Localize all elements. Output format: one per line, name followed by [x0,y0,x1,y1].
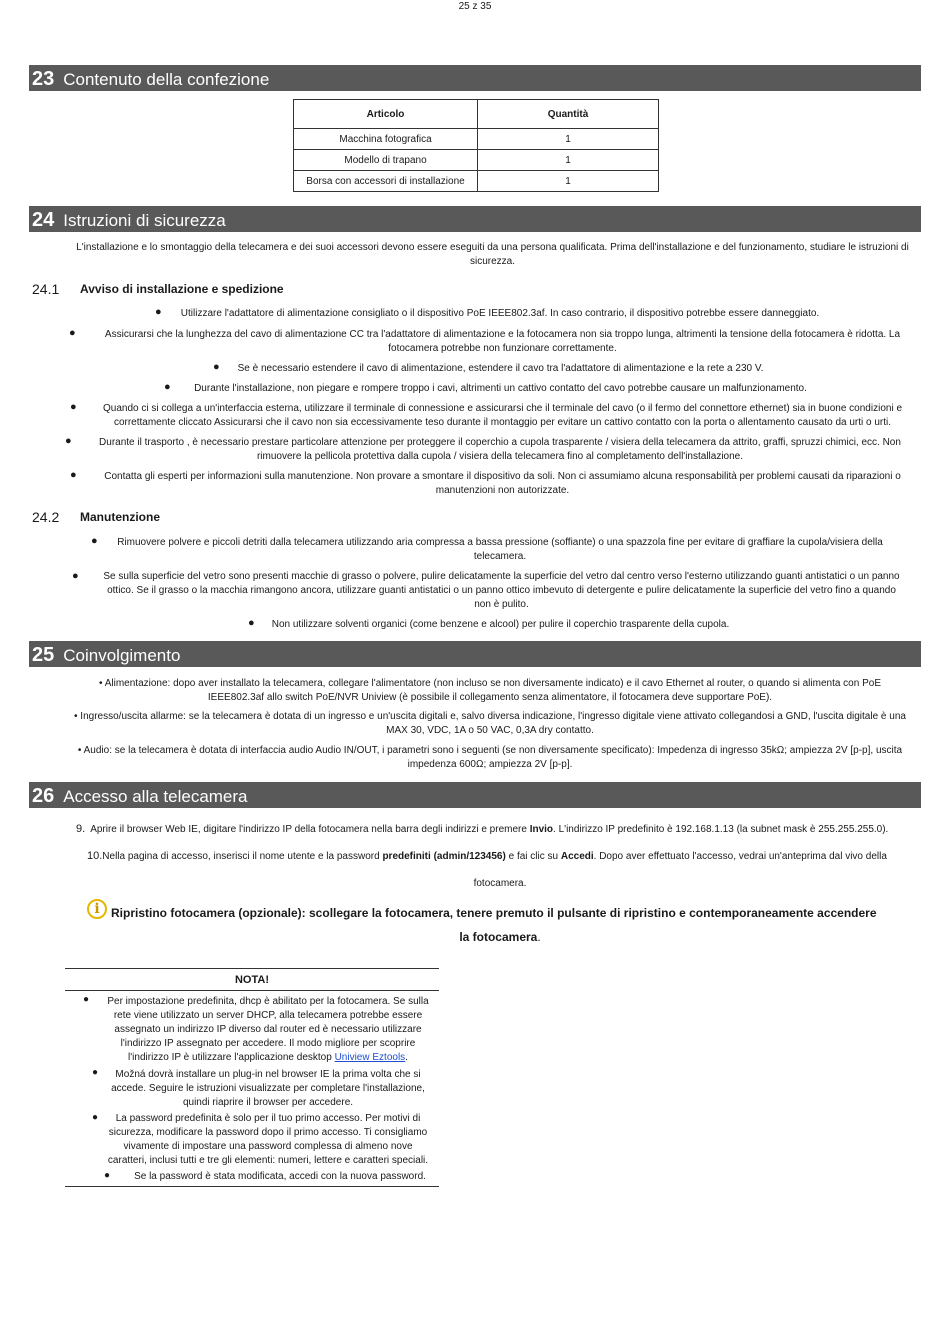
section-number: 25 [32,644,55,666]
maint-bullet-line: non è pulito. [474,599,529,610]
install-bullet-line: Assicurarsi che la lunghezza del cavo di alimentazione CC tra l'adattatore di alimentazione e la fotocamera non sia troppo lunga, altrimenti la tensione della fotocamera è ridotta. La [104,329,901,340]
note-top-rule [65,968,439,969]
bullet-dot: ● [104,1170,111,1181]
step-text: . L'indirizzo IP predefinito è 192.168.1.13 (la subnet mask è 255.255.255.0). [553,824,889,835]
bullet-dot: ● [155,306,162,318]
section-title: Istruzioni di sicurezza [63,211,226,230]
maint-bullet-line: ottico. Se il grasso o la macchia rimangono ancora, utilizzare guanti antistatici o un panno ottico imbevuto di detergente e pulire delicatamente la superficie del vetro fino a quando [107,585,896,596]
step-bold: Accedi [560,851,594,862]
connection-line: • Ingresso/uscita allarme: se la telecamera è dotata di un ingresso e un'uscita digitali e, salvo diversa indicazione, l'ingresso digitale viene attivato collegandosi a GND, l'uscita digitale è una [74,711,906,722]
bullet-dot: ● [248,617,255,629]
table-cell: 1 [478,150,659,171]
section-heading-24 [29,206,921,232]
note-title: NOTA! [234,974,269,986]
section-heading-23 [29,65,921,91]
bullet-dot: ● [70,469,77,481]
note-line: rete viene utilizzato un server DHCP, alla telecamera potrebbe essere [113,1010,423,1021]
maint-bullet-line: telecamera. [473,551,527,562]
note-title-rule [65,990,439,991]
subsection-title: Avviso di installazione e spedizione [80,282,284,296]
note-line: caratteri, inclusi tutti e tre gli elementi: numeri, lettere e caratteri speciali. [107,1155,429,1166]
connection-line: MAX 30, VDC, 1A o 50 VAC, 0,3A dry contatto. [386,725,594,736]
bullet-dot: ● [72,570,79,582]
safety-intro-line: L'installazione e lo smontaggio della telecamera e dei suoi accessori devono essere eseguiti da una persona qualificata. Prima dell'installazione e del funzionamento, studiare le istruzioni di [76,242,909,253]
info-icon: i [87,899,107,919]
bullet-dot: ● [69,327,76,339]
note-line: Se la password è stata modificata, accedi con la nuova password. [134,1171,426,1182]
table-row [294,171,659,192]
install-bullet-line: Utilizzare l'adattatore di alimentazione consigliato o il dispositivo PoE IEEE802.3af. In caso contrario, il dispositivo potrebbe essere danneggiato. [180,308,820,319]
step-bold: predefiniti (admin/123456) [382,851,506,862]
install-bullet-line: Durante l'installazione, non piegare e rompere troppo i cavi, altrimenti un cattivo contatto del cavo potrebbe causare un malfunzionamento. [194,383,807,394]
access-step-10-line2: fotocamera. [473,878,527,889]
subsection-title: Manutenzione [80,510,160,524]
note-line: accede. Seguire le istruzioni visualizzate per completare l'installazione, [111,1083,425,1094]
connection-line: impedenza 600Ω; ampiezza 2V [p-p]. [407,759,573,770]
step-bold: Invio [529,824,554,835]
page-number: 25 z 35 [458,1,492,12]
table-row [294,150,659,171]
maint-bullet-line: Se sulla superficie del vetro sono presenti macchie di grasso o polvere, pulire delicatamente la superficie del vetro dal centro verso l'esterno utilizzando guanti antistatici o un panno [103,571,900,582]
note-bottom-rule [65,1186,439,1187]
section-number: 24 [32,209,55,231]
section-number: 23 [32,68,55,90]
section-heading-26 [29,782,921,808]
install-bullet-line: correttamente cliccato Assicurarsi che il cavo non sia eccessivamente teso durante il montaggio per evitare un cattivo contatto con la porta o allentamento causato da urti o urti. [113,417,892,428]
bullet-dot: ● [91,535,98,547]
note-line [88,1051,448,1065]
reset-note-line1: Ripristino fotocamera (opzionale): scollegare la fotocamera, tenere premuto il pulsante di ripristino e contemporaneamente accendere [111,906,877,920]
subsection-number: 24.1 [32,281,60,297]
table-cell: Macchina fotografica [294,129,478,150]
step-number: 10. [87,850,103,862]
note-line: quindi riaprire il browser per accedere. [182,1097,354,1108]
table-row [294,129,659,150]
table-cell: Modello di trapano [294,150,478,171]
reset-note-period: . [537,930,541,944]
bullet-dot: ● [164,381,171,393]
section-title: Contenuto della confezione [63,70,270,89]
step-text: Nella pagina di accesso, inserisci il nome utente e la password [102,851,383,862]
step-text: . Dopo aver effettuato l'accesso, vedrai un'anteprima dal vivo della [593,851,887,862]
access-step-10 [87,850,887,862]
table-header: Articolo [294,100,478,129]
subsection-number: 24.2 [32,509,60,525]
note-line: vivamente di impostare una password complessa di almeno nove [123,1141,413,1152]
install-bullet-line: Quando ci si collega a un'interfaccia esterna, utilizzare il terminale di connessione e assicurarsi che il terminale del cavo (o il fermo del connettore ethernet) sia in buone condizioni e [103,403,902,414]
step-number: 9. [76,823,86,835]
table-header: Quantità [478,100,659,129]
note-text: l'indirizzo IP è utilizzare l'applicazione desktop [128,1052,335,1063]
section-title: Accesso alla telecamera [63,787,248,806]
uniview-eztools-link[interactable]: Uniview Eztools [334,1052,406,1063]
connection-line: IEEE802.3af allo switch PoE/NVR Uniview (è possibile il collegamento senza alimentatore, il fotocamera deve supportare PoE). [207,692,773,703]
bullet-dot: ● [92,1112,99,1123]
step-text: e fai clic su [505,851,561,862]
bullet-dot: ● [83,994,90,1005]
bullet-dot: ● [70,401,77,413]
section-number: 26 [32,785,55,807]
connection-line: • Audio: se la telecamera è dotata di interfaccia audio Audio IN/OUT, i parametri sono i seguenti (se non diversamente specificato): Impedenza di ingresso 35kΩ; ampiezza 2V [p-p], uscita [77,745,903,756]
maint-bullet-line: Non utilizzare solventi organici (come benzene e alcool) per pulire il coperchio trasparente della cupola. [271,619,730,630]
install-bullet-line: manutenzioni non autorizzate. [435,485,570,496]
reset-note-bold: la fotocamera [459,930,538,944]
table-cell: 1 [478,129,659,150]
note-line: La password predefinita è solo per il tuo primo accesso. Per motivi di [115,1113,421,1124]
package-contents-table [293,99,659,192]
install-bullet-line: fotocamera potrebbe non funzionare correttamente. [388,343,617,354]
access-step-9 [76,823,888,835]
note-line: Per impostazione predefinita, dhcp è abilitato per la fotocamera. Se sulla [107,996,429,1007]
note-text: . [405,1052,408,1063]
bullet-dot: ● [213,361,220,373]
note-line: sicurezza, modificare la password dopo il primo accesso. Ti consigliamo [108,1127,428,1138]
table-cell: 1 [478,171,659,192]
connection-line: • Alimentazione: dopo aver installato la telecamera, collegare l'alimentatore (non incluso se non diversamente indicato) e il cavo Ethernet al router, o quando si alimenta con PoE [99,678,881,689]
reset-note-line2 [0,930,950,944]
safety-intro-line: sicurezza. [469,256,515,267]
note-line: Možná dovrà installare un plug-in nel browser IE la prima volta che si [115,1069,421,1080]
table-cell: Borsa con accessori di installazione [294,171,478,192]
note-line: assegnato un indirizzo IP diverso dal router ed è necessario utilizzare [114,1024,422,1035]
maint-bullet-line: Rimuovere polvere e piccoli detriti dalla telecamera utilizzando aria compressa a bassa pressione (soffiante) o una spazzola fine per evitare di graffiare la cupola/visiera della [117,537,883,548]
install-bullet-line: rimuovere la pellicola protettiva dalla cupola / visiera della telecamera fino al completamento dell'installazione. [256,451,744,462]
bullet-dot: ● [92,1067,99,1078]
bullet-dot: ● [65,435,72,447]
install-bullet-line: Se è necessario estendere il cavo di alimentazione, estendere il cavo tra l'adattatore di alimentazione e la rete a 230 V. [237,363,764,374]
install-bullet-line: Durante il trasporto , è necessario prestare particolare attenzione per proteggere il coperchio a cupola trasparente / visiera della telecamera da attrito, graffi, spruzzi chimici, ecc. Non [99,437,901,448]
note-line: l'indirizzo IP assegnato per accedere. Il modo migliore per scoprire [120,1038,416,1049]
step-text: Aprire il browser Web IE, digitare l'indirizzo IP della fotocamera nella barra degli indirizzi e premere [90,824,530,835]
section-heading-25 [29,641,921,667]
install-bullet-line: Contatta gli esperti per informazioni sulla manutenzione. Non provare a smontare il dispositivo da soli. Non ci assumiamo alcuna responsabilità per problemi causati da riparazioni o [104,471,901,482]
section-title: Coinvolgimento [63,646,181,665]
